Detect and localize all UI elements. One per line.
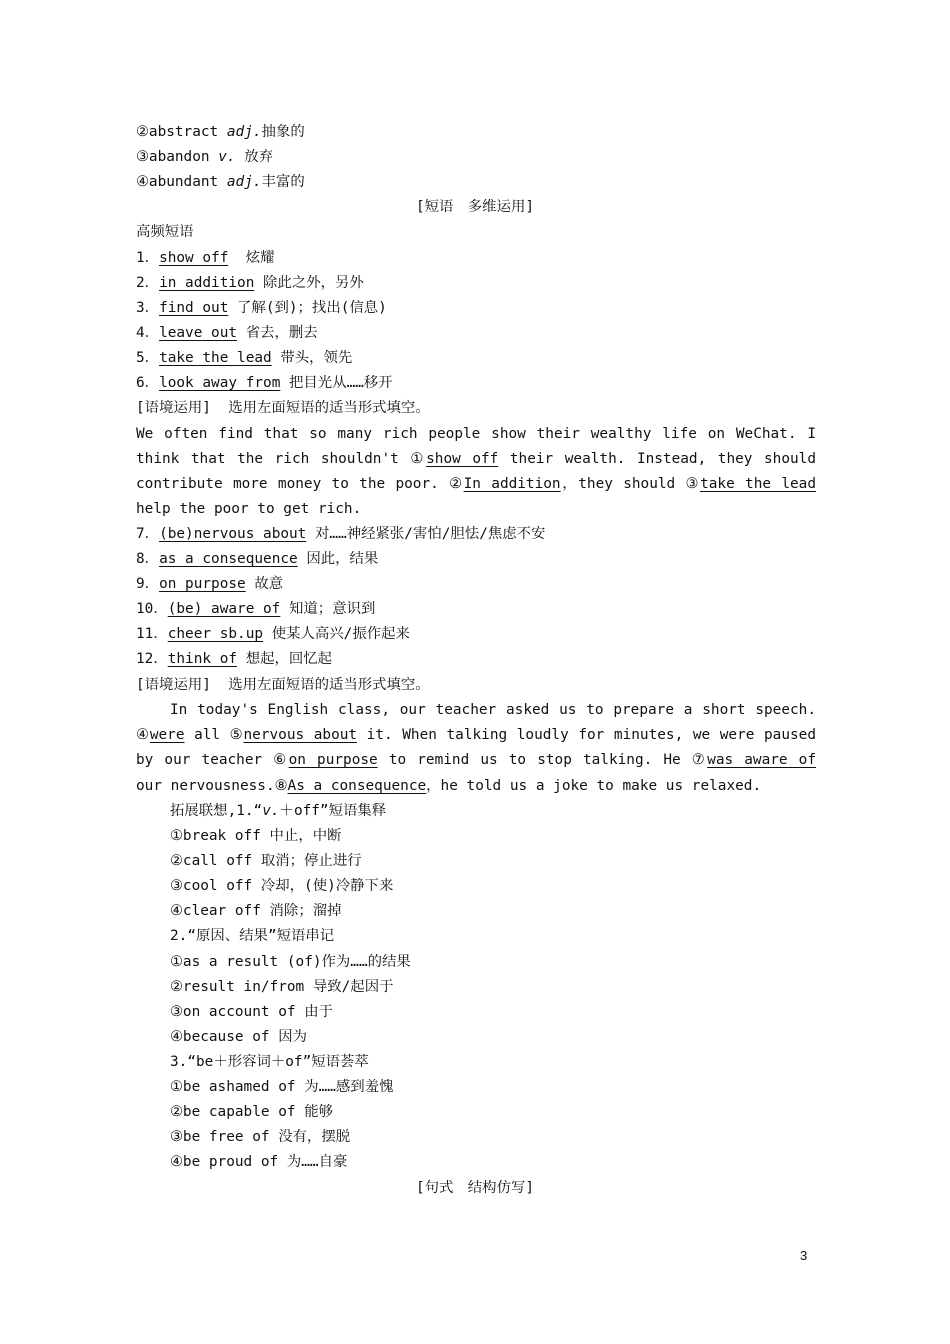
- phrase-item: 3．find out 了解(到)；找出(信息): [136, 300, 387, 316]
- phrase-item: 4．leave out 省去，删去: [136, 325, 318, 341]
- passage-line: our nervousness.⑧As a consequence，he told us a joke to make us relaxed.: [136, 778, 762, 794]
- extension-item: ①break off 中止，中断: [170, 828, 342, 844]
- phrase-item: 9．on purpose 故意: [136, 576, 284, 592]
- extension-title: 拓展联想,1.“v.＋off”短语集释: [170, 803, 387, 819]
- phrase-item: 1．show off 炫耀: [136, 250, 275, 266]
- phrase-item: 8．as a consequence 因此，结果: [136, 551, 379, 567]
- passage-line: think that the rich shouldn't ①show off their wealth. Instead, they should: [136, 451, 816, 467]
- passage-line: by our teacher ⑥on purpose to remind us to stop talking. He ⑦was aware of: [136, 752, 816, 768]
- passage-line: help the poor to get rich.: [136, 501, 362, 517]
- passage-line: ④were all ⑤nervous about it. When talking loudly for minutes, we were paused: [136, 727, 816, 743]
- extension-item: ④because of 因为: [170, 1029, 307, 1045]
- passage-line: We often find that so many rich people show their wealthy life on WeChat. I: [136, 426, 816, 442]
- extension-item: ④clear off 消除；溜掉: [170, 903, 342, 919]
- phrase-item: 7．(be)nervous about 对……神经紧张/害怕/胆怯/焦虑不安: [136, 526, 546, 542]
- page-number: 3: [800, 1248, 808, 1263]
- extension-title: 2.“原因、结果”短语串记: [170, 928, 335, 944]
- phrase-item: 12．think of 想起，回忆起: [136, 651, 333, 667]
- context-label: [语境运用] 选用左面短语的适当形式填空。: [136, 400, 430, 416]
- subsection-title: 高频短语: [136, 224, 194, 240]
- extension-item: ②call off 取消；停止进行: [170, 853, 362, 869]
- vocab-item: ③abandon v. 放弃: [136, 149, 274, 165]
- passage-line: In today's English class, our teacher asked us to prepare a short speech.: [170, 702, 816, 718]
- vocab-item: ④abundant adj.丰富的: [136, 174, 305, 190]
- extension-item: ③cool off 冷却，(使)冷静下来: [170, 878, 394, 894]
- phrase-item: 11．cheer sb.up 使某人高兴/振作起来: [136, 626, 410, 642]
- extension-item: ③on account of 由于: [170, 1004, 333, 1020]
- extension-item: ④be proud of 为……自豪: [170, 1154, 348, 1170]
- extension-title: 3.“be＋形容词＋of”短语荟萃: [170, 1054, 369, 1070]
- passage-line: contribute more money to the poor. ②In addition，they should ③take the lead: [136, 476, 816, 492]
- extension-item: ③be free of 没有，摆脱: [170, 1129, 351, 1145]
- extension-item: ②result in/from 导致/起因于: [170, 979, 394, 995]
- phrase-item: 10．(be) aware of 知道；意识到: [136, 601, 376, 617]
- extension-item: ①as a result (of)作为……的结果: [170, 954, 411, 970]
- extension-item: ②be capable of 能够: [170, 1104, 333, 1120]
- section-title: [短语 多维运用]: [415, 199, 535, 215]
- phrase-item: 2．in addition 除此之外，另外: [136, 275, 364, 291]
- extension-item: ①be ashamed of 为……感到羞愧: [170, 1079, 394, 1095]
- phrase-item: 5．take the lead 带头，领先: [136, 350, 353, 366]
- phrase-item: 6．look away from 把目光从……移开: [136, 375, 393, 391]
- section-title: [句式 结构仿写]: [415, 1180, 535, 1196]
- vocab-item: ②abstract adj.抽象的: [136, 124, 305, 140]
- context-label: [语境运用] 选用左面短语的适当形式填空。: [136, 677, 430, 693]
